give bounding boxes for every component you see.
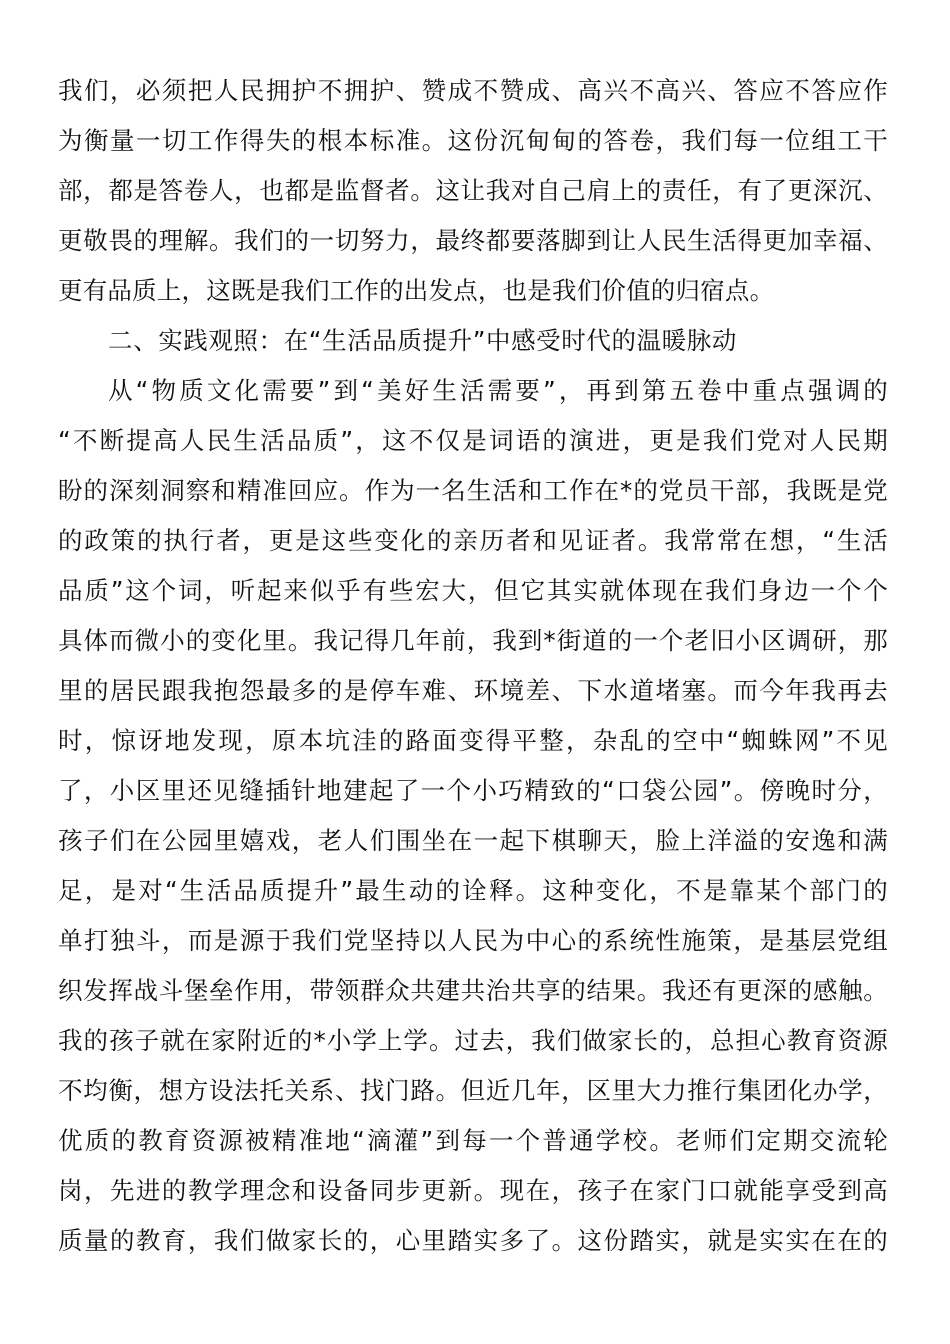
text-line: 部，都是答卷人，也都是监督者。这让我对自己肩上的责任，有了更深沉、 [58,176,888,205]
document-page [58,66,888,1266]
text-line: “不断提高人民生活品质”，这不仅是词语的演进，更是我们党对人民期 [58,426,888,455]
text-line: 时，惊讶地发现，原本坑洼的路面变得平整，杂乱的空中“蜘蛛网”不见 [58,726,888,755]
section-heading: 二、实践观照：在“生活品质提升”中感受时代的温暖脉动 [108,326,737,355]
text-line: 更敬畏的理解。我们的一切努力，最终都要落脚到让人民生活得更加幸福、 [58,226,888,255]
text-line: 盼的深刻洞察和精准回应。作为一名生活和工作在*的党员干部，我既是党 [58,476,888,505]
text-line: 单打独斗，而是源于我们党坚持以人民为中心的系统性施策，是基层党组 [58,926,888,955]
text-line: 孩子们在公园里嬉戏，老人们围坐在一起下棋聊天，脸上洋溢的安逸和满 [58,826,888,855]
text-line: 品质”这个词，听起来似乎有些宏大，但它其实就体现在我们身边一个个 [58,576,888,605]
text-line: 里的居民跟我抱怨最多的是停车难、环境差、下水道堵塞。而今年我再去 [58,676,888,705]
text-line: 了，小区里还见缝插针地建起了一个小巧精致的“口袋公园”。傍晚时分， [58,776,888,805]
text-line: 的政策的执行者，更是这些变化的亲历者和见证者。我常常在想，“生活 [58,526,888,555]
paragraph-first-line: 从“物质文化需要”到“美好生活需要”，再到第五卷中重点强调的 [108,376,888,405]
text-line: 为衡量一切工作得失的根本标准。这份沉甸甸的答卷，我们每一位组工干 [58,126,888,155]
text-line: 织发挥战斗堡垒作用，带领群众共建共治共享的结果。我还有更深的感触。 [58,976,888,1005]
text-line: 足，是对“生活品质提升”最生动的诠释。这种变化，不是靠某个部门的 [58,876,888,905]
text-line: 优质的教育资源被精准地“滴灌”到每一个普通学校。老师们定期交流轮 [58,1126,888,1155]
text-line: 我的孩子就在家附近的*小学上学。过去，我们做家长的，总担心教育资源 [58,1026,888,1055]
text-line: 更有品质上，这既是我们工作的出发点，也是我们价值的归宿点。 [58,276,775,305]
text-line: 质量的教育，我们做家长的，心里踏实多了。这份踏实，就是实实在在的 [58,1226,888,1255]
text-line: 我们，必须把人民拥护不拥护、赞成不赞成、高兴不高兴、答应不答应作 [58,76,888,105]
text-line: 具体而微小的变化里。我记得几年前，我到*街道的一个老旧小区调研，那 [58,626,888,655]
text-line: 不均衡，想方设法托关系、找门路。但近几年，区里大力推行集团化办学， [58,1076,888,1105]
text-line: 岗，先进的教学理念和设备同步更新。现在，孩子在家门口就能享受到高 [58,1176,888,1205]
